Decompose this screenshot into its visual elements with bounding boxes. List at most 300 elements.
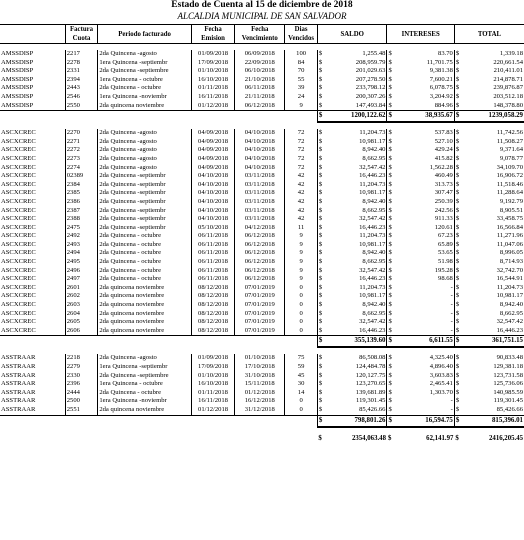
account-code-cell: ASCXCREC [0, 318, 65, 327]
account-code-cell: ASCXCREC [0, 310, 65, 319]
table-row [0, 284, 524, 293]
intereses-cell: 884.96 [395, 102, 455, 111]
days-overdue-cell: 9 [285, 241, 318, 250]
total-cell: 140,985.59 [493, 388, 523, 396]
period-cell: 2da Quincena - octubre [98, 267, 191, 276]
due-date-cell: 31/10/2018 [235, 372, 285, 381]
saldo-cell: 16,446.23 [324, 327, 387, 336]
days-overdue-cell: 0 [285, 397, 318, 406]
grand-total-currency: $ [455, 434, 459, 442]
saldo-cell: 123,270.65 [324, 380, 387, 389]
group-intereses-currency: $ [387, 111, 395, 123]
total-currency-cell: $ [455, 180, 460, 188]
period-cell: 2da Quincena - octubre [98, 241, 191, 250]
total-currency-cell: $ [455, 75, 460, 83]
intereses-cell: 415.82 [395, 155, 455, 164]
days-overdue-cell: 30 [285, 380, 318, 389]
intereses-cell: 11,701.75 [395, 59, 455, 68]
account-code-cell: AMSSDISP [0, 93, 65, 102]
total-cell: 8,662.95 [499, 309, 523, 317]
account-code-cell: ASCXCREC [0, 138, 65, 147]
account-code-cell: ASCXCREC [0, 207, 65, 216]
invoice-number-cell: 2330 [65, 372, 98, 381]
days-overdue-cell: 42 [285, 207, 318, 216]
period-cell: 1era Quincena - octubre [98, 380, 191, 389]
period-cell: 2da Quincena - octubre [98, 258, 191, 267]
saldo-cell: 11,204.73 [324, 284, 387, 293]
invoice-number-cell: 2604 [65, 310, 98, 319]
group-saldo-total: 1200,122.62 [324, 111, 387, 123]
days-overdue-cell: 24 [285, 93, 318, 102]
table-row [0, 397, 524, 406]
account-code-cell: ASCXCREC [0, 301, 65, 310]
due-date-cell: 03/11/2018 [235, 181, 285, 190]
saldo-currency-cell: $ [318, 309, 323, 317]
table-row [0, 310, 524, 319]
days-overdue-cell: 72 [285, 155, 318, 164]
issue-date-cell: 08/12/2018 [191, 301, 234, 310]
saldo-currency-cell: $ [318, 292, 323, 300]
period-cell: 2da Quincena -agosto [98, 146, 191, 155]
issue-date-cell: 04/09/2018 [191, 164, 234, 173]
intereses-cell: 242.56 [395, 207, 455, 216]
intereses-cell: 313.73 [395, 181, 455, 190]
total-currency-cell: $ [455, 92, 460, 100]
blank-cell [191, 336, 234, 348]
header-dias: Dias Vencidos [285, 25, 318, 44]
period-cell: 2da Quincena - octubre [98, 275, 191, 284]
intereses-currency-cell: $ [388, 58, 392, 66]
saldo-cell: 124,484.78 [324, 363, 387, 372]
group-intereses-total: 38,935.67 [395, 111, 455, 123]
days-overdue-cell: 0 [285, 301, 318, 310]
blank-cell [98, 111, 191, 123]
total-currency-cell: $ [455, 215, 460, 223]
invoice-number-cell: 2492 [65, 232, 98, 241]
table-row [0, 207, 524, 216]
intereses-currency-cell: $ [388, 292, 392, 300]
issue-date-cell: 06/11/2018 [191, 258, 234, 267]
intereses-currency-cell: $ [388, 380, 392, 388]
total-currency-cell: $ [455, 223, 460, 231]
invoice-number-cell: 2443 [65, 84, 98, 93]
group-total-currency: $ [454, 415, 462, 427]
total-currency-cell: $ [455, 301, 460, 309]
period-cell: 2da Quincena - octubre [98, 389, 191, 398]
total-cell: 11,204.73 [496, 283, 523, 291]
total-currency-cell: $ [455, 388, 460, 396]
table-row [0, 129, 524, 138]
blank-cell [0, 415, 65, 427]
days-overdue-cell: 42 [285, 189, 318, 198]
total-currency-cell: $ [455, 354, 460, 362]
period-cell: 2da Quincena - octubre [98, 84, 191, 93]
intereses-cell: 1,303.70 [395, 389, 455, 398]
total-cell: 16,544.91 [496, 275, 523, 283]
saldo-currency-cell: $ [318, 266, 323, 274]
issue-date-cell: 06/11/2018 [191, 241, 234, 250]
issue-date-cell: 16/10/2018 [191, 76, 234, 85]
saldo-cell: 8,662.95 [324, 258, 387, 267]
days-overdue-cell: 72 [285, 129, 318, 138]
total-currency-cell: $ [455, 137, 460, 145]
period-cell: 1era Quincena -noviembr [98, 93, 191, 102]
total-currency-cell: $ [455, 258, 460, 266]
due-date-cell: 31/12/2018 [235, 406, 285, 415]
due-date-cell: 06/12/2018 [235, 249, 285, 258]
saldo-currency-cell: $ [318, 146, 323, 154]
total-currency-cell: $ [455, 101, 460, 109]
total-cell: 11,508.27 [496, 137, 523, 145]
invoice-number-cell: 2602 [65, 292, 98, 301]
intereses-currency-cell: $ [388, 163, 392, 171]
table-row [0, 146, 524, 155]
invoice-number-cell: 2279 [65, 363, 98, 372]
days-overdue-cell: 9 [285, 249, 318, 258]
grand-intereses-total: 62,141.97 [426, 434, 454, 442]
intereses-currency-cell: $ [388, 258, 392, 266]
total-currency-cell: $ [455, 129, 460, 137]
table-row [0, 292, 524, 301]
invoice-number-cell: 2495 [65, 258, 98, 267]
account-code-cell: AMSSDISP [0, 67, 65, 76]
period-cell: 2da Quincena -septiembr [98, 215, 191, 224]
total-cell: 148,378.80 [493, 101, 523, 109]
table-row [0, 232, 524, 241]
intereses-cell: - [395, 310, 455, 319]
total-currency-cell: $ [455, 405, 460, 413]
group-intereses-total: 16,594.75 [395, 415, 455, 427]
total-currency-cell: $ [455, 292, 460, 300]
intereses-cell: - [395, 406, 455, 415]
intereses-currency-cell: $ [388, 180, 392, 188]
due-date-cell: 07/01/2019 [235, 310, 285, 319]
period-cell: 2da quincena noviembre [98, 102, 191, 111]
period-cell: 2da Quincena - octubre [98, 232, 191, 241]
table-row [0, 275, 524, 284]
group-saldo-currency: $ [317, 415, 324, 427]
blank-cell [191, 434, 234, 443]
saldo-currency-cell: $ [318, 380, 323, 388]
account-code-cell: ASCXCREC [0, 249, 65, 258]
due-date-cell: 03/11/2018 [235, 215, 285, 224]
account-code-cell: ASCXCREC [0, 292, 65, 301]
saldo-currency-cell: $ [318, 215, 323, 223]
group-total-row [0, 415, 524, 427]
invoice-number-cell: 2606 [65, 327, 98, 336]
days-overdue-cell: 72 [285, 164, 318, 173]
days-overdue-cell: 39 [285, 84, 318, 93]
days-overdue-cell: 0 [285, 284, 318, 293]
total-currency-cell: $ [455, 275, 460, 283]
group-saldo-total: 798,801.26 [324, 415, 387, 427]
saldo-cell: 1,255.48 [324, 50, 387, 59]
invoice-number-cell: 2384 [65, 181, 98, 190]
intereses-cell: 83.70 [395, 50, 455, 59]
total-cell: 34,109.70 [496, 163, 523, 171]
header-code [0, 25, 65, 44]
total-currency-cell: $ [455, 197, 460, 205]
intereses-cell: 4,325.40 [395, 354, 455, 363]
account-code-cell: AMSSDISP [0, 76, 65, 85]
issue-date-cell: 04/09/2018 [191, 146, 234, 155]
intereses-cell: 537.83 [395, 129, 455, 138]
days-overdue-cell: 9 [285, 267, 318, 276]
due-date-cell: 21/10/2018 [235, 76, 285, 85]
issue-date-cell: 04/09/2018 [191, 129, 234, 138]
saldo-currency-cell: $ [318, 189, 323, 197]
due-date-cell: 04/10/2018 [235, 155, 285, 164]
intereses-currency-cell: $ [388, 309, 392, 317]
intereses-currency-cell: $ [388, 206, 392, 214]
issue-date-cell: 17/09/2018 [191, 59, 234, 68]
total-cell: 9,192.79 [499, 197, 523, 205]
days-overdue-cell: 9 [285, 102, 318, 111]
statement-body [0, 44, 524, 443]
intereses-cell: 307.47 [395, 189, 455, 198]
table-row [0, 406, 524, 415]
account-code-cell: ASCXCREC [0, 215, 65, 224]
total-cell: 11,271.96 [496, 232, 523, 240]
saldo-currency-cell: $ [318, 249, 323, 257]
total-cell: 119,301.45 [493, 397, 523, 405]
saldo-cell: 207,278.50 [324, 76, 387, 85]
saldo-cell: 16,446.23 [324, 172, 387, 181]
issue-date-cell: 04/10/2018 [191, 181, 234, 190]
issue-date-cell: 06/11/2018 [191, 267, 234, 276]
account-statement-table [0, 24, 524, 443]
intereses-cell: 53.65 [395, 249, 455, 258]
table-row [0, 84, 524, 93]
total-cell: 1,339.18 [499, 50, 523, 57]
account-code-cell: ASCXCREC [0, 275, 65, 284]
saldo-cell: 8,942.40 [324, 301, 387, 310]
saldo-currency-cell: $ [318, 258, 323, 266]
saldo-currency-cell: $ [318, 354, 323, 362]
due-date-cell: 06/12/2018 [235, 241, 285, 250]
saldo-currency-cell: $ [318, 84, 323, 92]
intereses-currency-cell: $ [388, 84, 392, 92]
issue-date-cell: 06/11/2018 [191, 249, 234, 258]
invoice-number-cell: 2386 [65, 198, 98, 207]
table-row [0, 327, 524, 336]
account-code-cell: ASCXCREC [0, 172, 65, 181]
days-overdue-cell: 72 [285, 146, 318, 155]
due-date-cell: 07/01/2019 [235, 327, 285, 336]
days-overdue-cell: 42 [285, 172, 318, 181]
total-currency-cell: $ [455, 397, 460, 405]
issue-date-cell: 06/11/2018 [191, 275, 234, 284]
issue-date-cell: 08/12/2018 [191, 284, 234, 293]
intereses-cell: - [395, 284, 455, 293]
intereses-cell: - [395, 327, 455, 336]
group-intereses-total: 6,611.55 [395, 336, 455, 348]
blank-cell [65, 111, 98, 123]
total-currency-cell: $ [455, 154, 460, 162]
saldo-currency-cell: $ [318, 154, 323, 162]
intereses-currency-cell: $ [388, 67, 392, 75]
period-cell: 1era Quincena -septiembr [98, 363, 191, 372]
group-total-currency: $ [454, 111, 462, 123]
blank-cell [98, 415, 191, 427]
intereses-currency-cell: $ [388, 275, 392, 283]
saldo-cell: 8,662.95 [324, 155, 387, 164]
issue-date-cell: 16/11/2018 [191, 93, 234, 102]
issue-date-cell: 01/11/2018 [191, 84, 234, 93]
header-periodo: Periodo facturado [98, 25, 191, 44]
due-date-cell: 21/11/2018 [235, 93, 285, 102]
intereses-currency-cell: $ [388, 397, 392, 405]
period-cell: 2da quincena noviembre [98, 318, 191, 327]
account-code-cell: ASCXCREC [0, 224, 65, 233]
table-row [0, 372, 524, 381]
account-code-cell: ASSTRAAR [0, 372, 65, 381]
saldo-cell: 11,204.73 [324, 181, 387, 190]
account-code-cell: ASSTRAAR [0, 363, 65, 372]
blank-cell [235, 111, 285, 123]
total-currency-cell: $ [455, 146, 460, 154]
days-overdue-cell: 42 [285, 215, 318, 224]
table-row [0, 181, 524, 190]
issue-date-cell: 01/10/2018 [191, 67, 234, 76]
invoice-number-cell: 2493 [65, 241, 98, 250]
total-cell: 16,566.84 [496, 223, 523, 231]
intereses-cell: - [395, 292, 455, 301]
blank-cell [235, 434, 285, 443]
intereses-cell: 98.68 [395, 275, 455, 284]
group-saldo-currency: $ [317, 111, 324, 123]
intereses-cell: 2,465.41 [395, 380, 455, 389]
saldo-cell: 10,981.17 [324, 292, 387, 301]
total-cell: 11,518.46 [496, 180, 523, 188]
intereses-currency-cell: $ [388, 318, 392, 326]
days-overdue-cell: 45 [285, 372, 318, 381]
days-overdue-cell: 100 [285, 50, 318, 59]
saldo-cell: 32,547.42 [324, 215, 387, 224]
total-currency-cell: $ [455, 240, 460, 248]
total-currency-cell: $ [455, 318, 460, 326]
due-date-cell: 03/11/2018 [235, 172, 285, 181]
invoice-number-cell: 2396 [65, 380, 98, 389]
saldo-currency-cell: $ [318, 405, 323, 413]
blank-cell [285, 336, 318, 348]
saldo-currency-cell: $ [318, 240, 323, 248]
grand-intereses-currency: $ [387, 434, 392, 442]
group-total-row [0, 111, 524, 123]
period-cell: 2da Quincena -agosto [98, 354, 191, 363]
total-currency-cell: $ [455, 67, 460, 75]
invoice-number-cell: 2331 [65, 67, 98, 76]
saldo-cell: 8,942.40 [324, 198, 387, 207]
account-code-cell: ASCXCREC [0, 189, 65, 198]
days-overdue-cell: 59 [285, 363, 318, 372]
intereses-currency-cell: $ [388, 101, 392, 109]
intereses-cell: 7,600.21 [395, 76, 455, 85]
issue-date-cell: 01/10/2018 [191, 372, 234, 381]
saldo-cell: 147,493.84 [324, 102, 387, 111]
total-cell: 16,906.72 [496, 172, 523, 180]
intereses-cell: 460.49 [395, 172, 455, 181]
intereses-cell: - [395, 318, 455, 327]
total-cell: 16,446.23 [496, 326, 523, 334]
intereses-cell: 527.10 [395, 138, 455, 147]
report-title: Estado de Cuenta al 15 de diciembre de 2018 [171, 0, 353, 10]
grand-total-row [0, 434, 524, 443]
issue-date-cell: 17/09/2018 [191, 363, 234, 372]
account-code-cell: ASCXCREC [0, 198, 65, 207]
account-code-cell: ASCXCREC [0, 267, 65, 276]
grand-saldo-currency: $ [318, 434, 322, 442]
due-date-cell: 07/01/2019 [235, 284, 285, 293]
total-currency-cell: $ [455, 363, 460, 370]
table-row [0, 249, 524, 258]
total-cell: 8,942.40 [499, 301, 523, 309]
intereses-cell: 3,204.92 [395, 93, 455, 102]
invoice-number-cell: 2605 [65, 318, 98, 327]
period-cell: 2da quincena noviembre [98, 292, 191, 301]
total-currency-cell: $ [455, 266, 460, 274]
days-overdue-cell: 9 [285, 275, 318, 284]
due-date-cell: 04/10/2018 [235, 146, 285, 155]
saldo-cell: 201,029.63 [324, 67, 387, 76]
intereses-currency-cell: $ [388, 172, 392, 180]
account-code-cell: ASCXCREC [0, 181, 65, 190]
blank-cell [65, 336, 98, 348]
due-date-cell: 06/11/2018 [235, 84, 285, 93]
intereses-currency-cell: $ [388, 146, 392, 154]
period-cell: 2da Quincena -agosto [98, 155, 191, 164]
intereses-cell: 911.33 [395, 215, 455, 224]
header-factura: Factura Cuota [65, 25, 98, 44]
blank-cell [191, 415, 234, 427]
issue-date-cell: 06/11/2018 [191, 232, 234, 241]
period-cell: 2da Quincena - octubre [98, 249, 191, 258]
table-row [0, 363, 524, 372]
intereses-currency-cell: $ [388, 266, 392, 274]
account-code-cell: AMSSDISP [0, 84, 65, 93]
saldo-currency-cell: $ [318, 326, 323, 334]
issue-date-cell: 01/11/2018 [191, 389, 234, 398]
saldo-currency-cell: $ [318, 172, 323, 180]
invoice-number-cell: 2394 [65, 76, 98, 85]
group-spacer [0, 347, 524, 354]
total-cell: 210,411.01 [493, 67, 523, 75]
period-cell: 2da quincena noviembre [98, 301, 191, 310]
due-date-cell: 01/12/2018 [235, 389, 285, 398]
saldo-cell: 10,981.17 [324, 241, 387, 250]
period-cell: 2da quincena noviembre [98, 327, 191, 336]
header-saldo: SALDO [317, 25, 387, 44]
invoice-number-cell: 02389 [65, 172, 98, 181]
saldo-cell: 120,127.75 [324, 372, 387, 381]
saldo-currency-cell: $ [318, 75, 323, 83]
header-row [0, 25, 524, 44]
issue-date-cell: 01/12/2018 [191, 102, 234, 111]
issue-date-cell: 04/10/2018 [191, 172, 234, 181]
spacer-cell [0, 427, 524, 434]
intereses-currency-cell: $ [388, 240, 392, 248]
intereses-currency-cell: $ [388, 137, 392, 145]
issue-date-cell: 08/12/2018 [191, 310, 234, 319]
period-cell: 2da Quincena -septiembr [98, 198, 191, 207]
table-row [0, 164, 524, 173]
saldo-cell: 16,446.23 [324, 275, 387, 284]
table-row [0, 102, 524, 111]
intereses-currency-cell: $ [388, 405, 392, 413]
total-currency-cell: $ [455, 163, 460, 171]
intereses-cell: 6,078.75 [395, 84, 455, 93]
blank-cell [65, 415, 98, 427]
